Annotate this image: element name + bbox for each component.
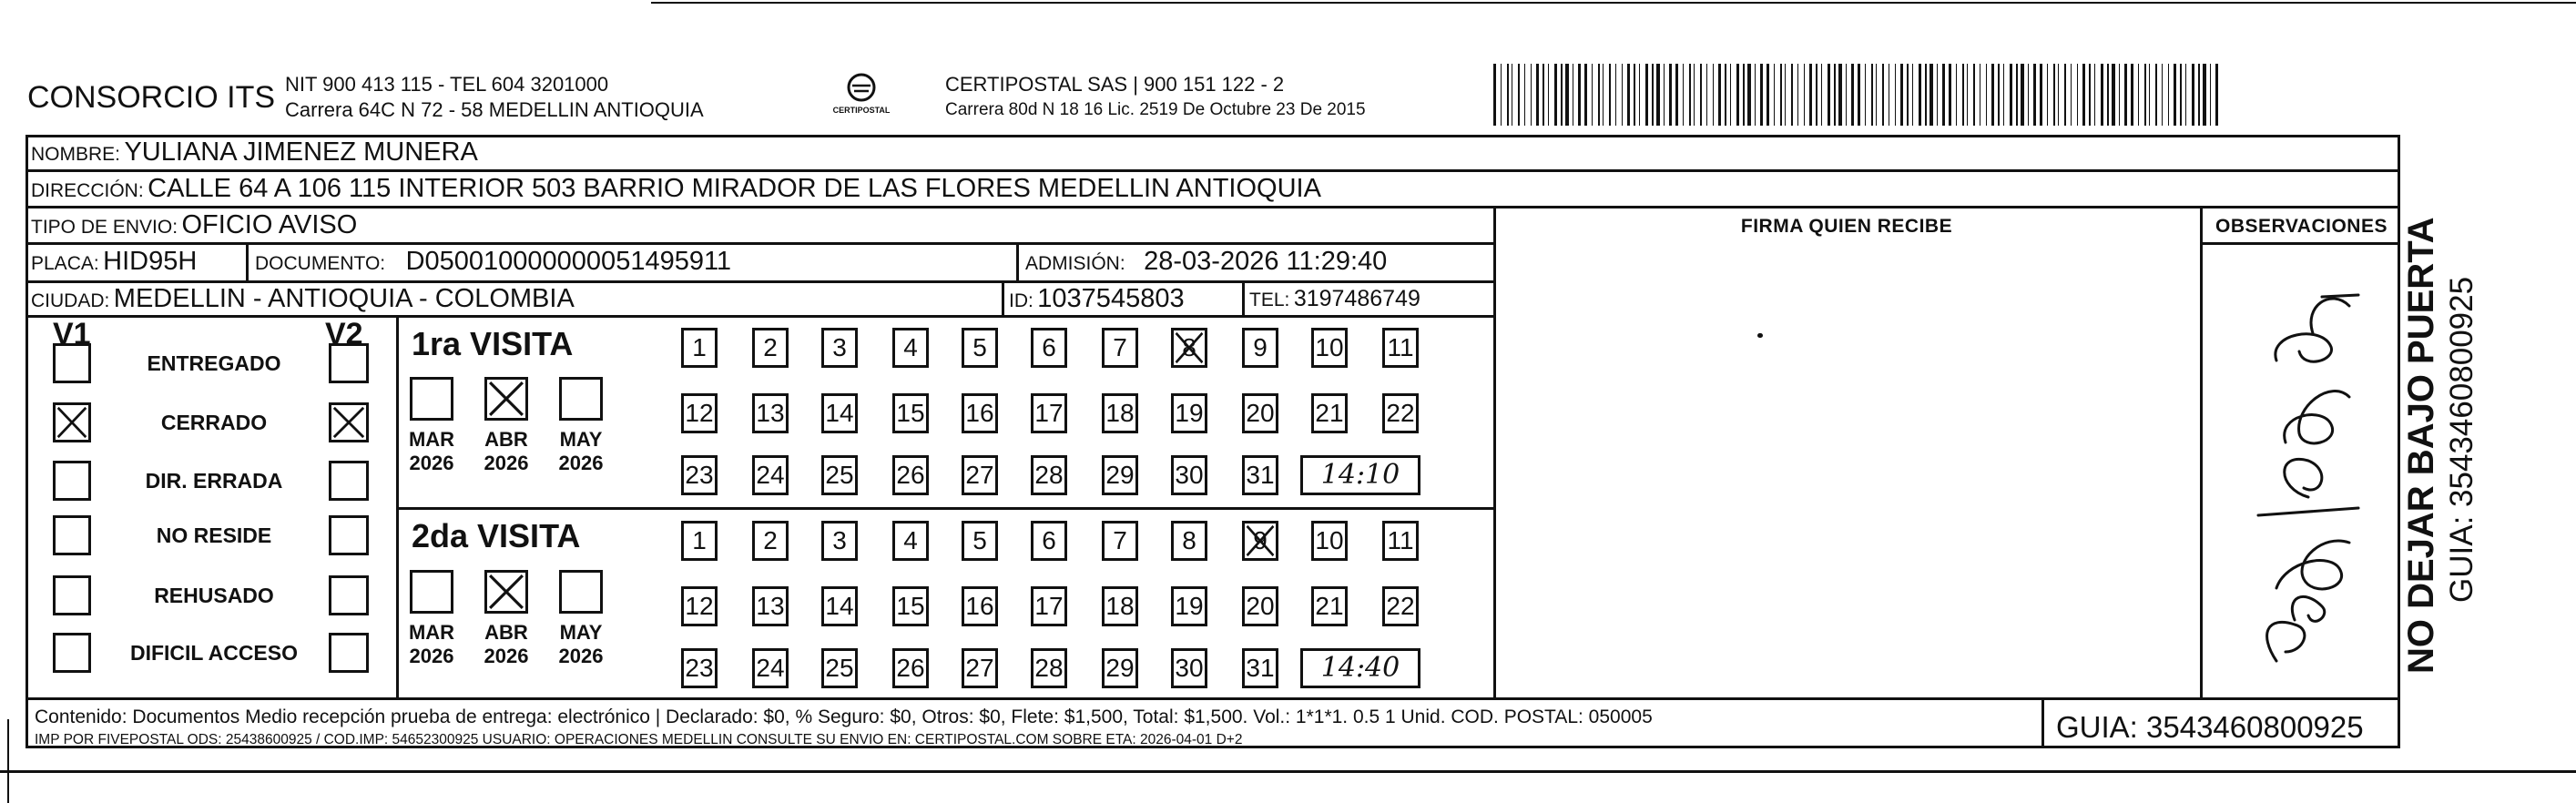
first-visit-day-box[interactable] [1171,455,1207,495]
first-visit-day-box[interactable] [1171,393,1207,433]
first-visit-day-box[interactable] [1102,455,1138,495]
status-label: DIFICIL ACCESO [129,641,298,665]
second-visit-month-label: ABR [484,621,528,644]
first-visit-day-number: 3 [832,333,847,361]
first-visit-day-number: 16 [965,399,994,427]
first-visit-day-box[interactable] [821,328,858,368]
first-visit-day-box[interactable] [752,328,789,368]
second-visit-day-box[interactable] [821,586,858,626]
first-visit-day-number: 31 [1246,461,1275,489]
second-visit-day-box[interactable] [1311,521,1348,561]
second-visit-day-box[interactable] [1171,648,1207,688]
second-visit-year-label: 2026 [558,645,604,667]
first-visit-month-checkbox[interactable] [559,377,603,421]
second-visit-day-number: 30 [1175,654,1204,682]
first-visit-day-number: 13 [756,399,785,427]
first-visit-day-box[interactable] [681,455,718,495]
second-visit-day-number: 25 [825,654,854,682]
tipo-envio-label: TIPO DE ENVIO: [31,217,178,238]
status-label: REHUSADO [154,584,274,607]
second-visit-day-number: 28 [1034,654,1064,682]
check-x-mark [487,380,525,418]
documento-label: DOCUMENTO: [255,253,386,274]
first-visit-day-number: 28 [1034,461,1064,489]
first-visit-day-number: 10 [1315,333,1344,361]
v1-checkbox[interactable] [53,461,91,501]
check-x-mark [56,405,88,440]
second-visit-day-number: 12 [685,592,714,620]
first-visit-day-number: 1 [692,333,707,361]
first-visit-day-number: 9 [1253,333,1268,361]
v1-checkbox[interactable] [53,515,91,555]
second-visit-day-box[interactable] [681,586,718,626]
second-visit-day-box[interactable] [1102,648,1138,688]
second-visit-day-box[interactable] [752,586,789,626]
first-visit-title: 1ra VISITA [412,325,574,362]
first-visit-day-number: 25 [825,461,854,489]
placa-label: PLACA: [31,253,99,274]
second-visit-day-number: 11 [1387,526,1414,554]
ciudad-row [31,284,575,314]
first-visit-year-label: 2026 [409,452,454,474]
second-visit-day-number: 26 [896,654,925,682]
status-label: NO RESIDE [156,523,272,547]
courier-line-1: CERTIPOSTAL SAS | 900 151 122 - 2 [945,73,1285,96]
second-visit-day-box[interactable] [892,648,929,688]
second-visit-day-box[interactable] [892,586,929,626]
first-visit-day-box[interactable] [821,393,858,433]
placa-value: HID95H [103,247,198,276]
side-warning: NO DEJAR BAJO PUERTA [2401,217,2441,674]
documento-value: D050010000000051495911 [405,247,732,276]
side-guia: GUIA: 3543460800925 [2444,276,2479,603]
second-visit-day-number: 31 [1246,654,1275,682]
tel-value: 3197486749 [1293,286,1420,311]
second-visit-day-number: 27 [965,654,994,682]
second-visit-day-number: 14 [825,592,854,620]
scan-edge-left [7,719,9,803]
first-visit-month-checkbox[interactable] [484,377,528,421]
first-visit-day-number: 2 [763,333,778,361]
first-visit-day-number: 23 [685,461,714,489]
first-visit-day-box[interactable] [681,393,718,433]
check-x-mark [331,405,366,440]
first-visit-day-box[interactable] [1311,393,1348,433]
second-visit-day-box[interactable] [681,521,718,561]
second-visit-day-box[interactable] [1102,521,1138,561]
logo-text: CERTIPOSTAL [832,106,891,115]
first-visit-day-number: 19 [1175,399,1204,427]
second-visit-day-number: 8 [1182,526,1196,554]
firma-label: FIRMA QUIEN RECIBE [1740,216,1953,237]
certipostal-logo [829,71,894,126]
direccion-label: DIRECCIÓN: [31,180,144,201]
id-value: 1037545803 [1037,284,1185,313]
first-visit-day-box[interactable] [962,328,998,368]
first-visit-day-number: 6 [1042,333,1056,361]
second-visit-day-number: 29 [1105,654,1135,682]
v1-checkbox[interactable] [53,343,91,383]
second-visit-day-number: 1 [692,526,707,554]
v1-checkbox[interactable] [53,575,91,615]
second-visit-day-box[interactable] [1311,586,1348,626]
first-visit-time-value: 14:10 [1320,459,1400,491]
first-visit-year-label: 2026 [484,452,529,474]
second-visit-day-box[interactable] [1242,586,1278,626]
first-visit-day-number: 18 [1105,399,1135,427]
tipo-envio-row [31,210,357,240]
first-visit-day-box[interactable] [1382,328,1419,368]
v2-header: V2 [325,317,363,351]
status-label: DIR. ERRADA [145,469,283,493]
admision-row [1025,247,1387,277]
tel-row [1249,286,1420,312]
first-visit-day-number: 29 [1105,461,1135,489]
v2-checkbox[interactable] [329,575,369,615]
first-visit-day-box[interactable] [1311,328,1348,368]
second-visit-day-box[interactable] [1382,586,1419,626]
first-visit-day-box[interactable] [962,455,998,495]
v2-checkbox[interactable] [329,402,369,442]
contenido-text: Contenido: Documentos Medio recepción prueba de entrega: electrónico | Declarado: $0, % Seguro: $0, Otros: $0, Flete: $1,500, Total: $1,500. Vol.: 1*1*1. 0.5 1 Unid. COD. POSTAL: 050005 [35,706,1653,727]
second-visit-day-number: 7 [1113,526,1127,554]
second-visit-month-label: MAR [408,621,455,644]
first-visit-day-number: 5 [972,333,987,361]
admision-value: 28-03-2026 11:29:40 [1144,247,1388,276]
second-visit-day-number: 16 [965,592,994,620]
second-visit-day-number: 17 [1034,592,1064,620]
first-visit-month-label: MAR [408,428,455,451]
second-visit-month-checkbox[interactable] [410,570,453,614]
first-visit-day-box[interactable] [962,393,998,433]
nombre-label: NOMBRE: [31,144,121,165]
second-visit-day-box[interactable] [1242,521,1278,561]
documento-row [255,247,731,277]
tel-label: TEL: [1249,290,1290,310]
scan-edge-top [651,2,2576,4]
first-visit-day-box[interactable] [892,328,929,368]
first-visit-month-label: ABR [484,428,528,451]
id-row [1009,284,1185,314]
second-visit-day-number: 10 [1315,526,1344,554]
first-visit-day-box[interactable] [1382,393,1419,433]
signature-area-dot [1757,333,1763,338]
nit-line-1: NIT 900 413 115 - TEL 604 3201000 [285,73,609,96]
second-visit-day-number: 4 [903,526,918,554]
first-visit-day-number: 12 [685,399,714,427]
second-visit-day-number: 9 [1253,526,1268,554]
first-visit-month-checkbox[interactable] [410,377,453,421]
first-visit-day-box[interactable] [821,455,858,495]
check-x-mark [487,573,525,611]
second-visit-year-label: 2026 [484,645,529,667]
check-x-mark [1174,330,1205,365]
second-visit-day-box[interactable] [962,648,998,688]
first-visit-day-number: 27 [965,461,994,489]
v2-checkbox[interactable] [329,343,369,383]
first-visit-day-box[interactable] [1242,393,1278,433]
company-name: CONSORCIO ITS [27,80,276,115]
v1-checkbox[interactable] [53,633,91,673]
first-visit-day-box[interactable] [892,455,929,495]
second-visit-time-value: 14:40 [1320,652,1400,684]
v2-checkbox[interactable] [329,515,369,555]
second-visit-day-box[interactable] [681,648,718,688]
recipient-signature [2222,269,2386,670]
v2-checkbox[interactable] [329,633,369,673]
status-label: ENTREGADO [147,351,281,375]
observaciones-label: OBSERVACIONES [2215,216,2388,237]
first-visit-day-number: 20 [1246,399,1275,427]
courier-line-2: Carrera 80d N 18 16 Lic. 2519 De Octubre 23 De 2015 [945,100,1366,119]
second-visit-day-box[interactable] [821,521,858,561]
first-visit-day-number: 17 [1034,399,1064,427]
second-visit-title: 2da VISITA [412,517,581,554]
first-visit-day-box[interactable] [752,393,789,433]
second-visit-day-box[interactable] [1031,648,1067,688]
nit-line-2: Carrera 64C N 72 - 58 MEDELLIN ANTIOQUIA [285,98,704,121]
id-label: ID: [1009,290,1033,311]
first-visit-day-box[interactable] [1102,393,1138,433]
second-visit-day-number: 24 [756,654,785,682]
nombre-value: YULIANA JIMENEZ MUNERA [124,137,478,167]
second-visit-day-box[interactable] [1242,648,1278,688]
first-visit-day-number: 26 [896,461,925,489]
scan-edge-bottom [0,770,2576,773]
second-visit-day-number: 21 [1315,592,1344,620]
first-visit-year-label: 2026 [558,452,604,474]
second-visit-day-box[interactable] [821,648,858,688]
first-visit-day-number: 21 [1315,399,1344,427]
second-visit-day-box[interactable] [962,586,998,626]
first-visit-time-box[interactable] [1300,455,1420,495]
second-visit-day-box[interactable] [752,648,789,688]
second-visit-month-checkbox[interactable] [484,570,528,614]
first-visit-day-number: 7 [1113,333,1127,361]
barcode [1493,64,2222,126]
first-visit-day-box[interactable] [1031,393,1067,433]
nombre-row [31,137,478,168]
admision-label: ADMISIÓN: [1025,253,1125,274]
v1-header: V1 [53,317,91,351]
ciudad-label: CIUDAD: [31,290,110,311]
second-visit-day-box[interactable] [1031,586,1067,626]
v2-checkbox[interactable] [329,461,369,501]
second-visit-day-number: 13 [756,592,785,620]
first-visit-day-number: 24 [756,461,785,489]
second-visit-month-checkbox[interactable] [559,570,603,614]
second-visit-day-number: 19 [1175,592,1204,620]
second-visit-day-number: 2 [763,526,778,554]
direccion-row [31,174,1321,204]
second-visit-month-label: MAY [559,621,603,644]
second-visit-day-number: 15 [896,592,925,620]
first-visit-day-number: 30 [1175,461,1204,489]
second-visit-day-box[interactable] [962,521,998,561]
second-visit-day-number: 5 [972,526,987,554]
v1-checkbox[interactable] [53,402,91,442]
first-visit-day-box[interactable] [1102,328,1138,368]
status-label: CERRADO [160,411,268,434]
second-visit-day-box[interactable] [1031,521,1067,561]
second-visit-day-number: 3 [832,526,847,554]
first-visit-day-number: 15 [896,399,925,427]
first-visit-day-number: 11 [1387,333,1414,361]
first-visit-day-box[interactable] [1242,455,1278,495]
first-visit-day-number: 8 [1182,333,1196,361]
second-visit-day-number: 22 [1386,592,1415,620]
second-visit-day-box[interactable] [1171,521,1207,561]
imp-text: IMP POR FIVEPOSTAL ODS: 25438600925 / COD.IMP: 54652300925 USUARIO: OPERACIONES MEDELLIN CONSULTE SU ENVIO EN: CERTIPOSTAL.COM SOBRE ETA: 2026-04-01 D+2 [35,732,1243,747]
first-visit-day-box[interactable] [1031,328,1067,368]
first-visit-day-box[interactable] [1242,328,1278,368]
second-visit-day-box[interactable] [1382,521,1419,561]
first-visit-day-box[interactable] [892,393,929,433]
second-visit-day-number: 23 [685,654,714,682]
tipo-envio-value: OFICIO AVISO [181,210,358,239]
check-x-mark [1245,523,1276,558]
direccion-value: CALLE 64 A 106 115 INTERIOR 503 BARRIO MIRADOR DE LAS FLORES MEDELLIN ANTIOQUIA [148,174,1321,203]
second-visit-year-label: 2026 [409,645,454,667]
ciudad-value: MEDELLIN - ANTIOQUIA - COLOMBIA [113,284,575,313]
second-visit-day-box[interactable] [1102,586,1138,626]
second-visit-day-box[interactable] [752,521,789,561]
second-visit-day-box[interactable] [892,521,929,561]
second-visit-time-box[interactable] [1300,648,1420,688]
first-visit-day-number: 22 [1386,399,1415,427]
second-visit-day-number: 20 [1246,592,1275,620]
first-visit-month-label: MAY [559,428,603,451]
second-visit-day-number: 6 [1042,526,1056,554]
first-visit-day-box[interactable] [752,455,789,495]
first-visit-day-number: 4 [903,333,918,361]
first-visit-day-box[interactable] [1171,328,1207,368]
second-visit-day-number: 18 [1105,592,1135,620]
second-visit-day-box[interactable] [1171,586,1207,626]
first-visit-day-number: 14 [825,399,854,427]
first-visit-day-box[interactable] [681,328,718,368]
footer-guia: GUIA: 3543460800925 [2056,710,2364,744]
first-visit-day-box[interactable] [1031,455,1067,495]
placa-row [31,247,197,277]
